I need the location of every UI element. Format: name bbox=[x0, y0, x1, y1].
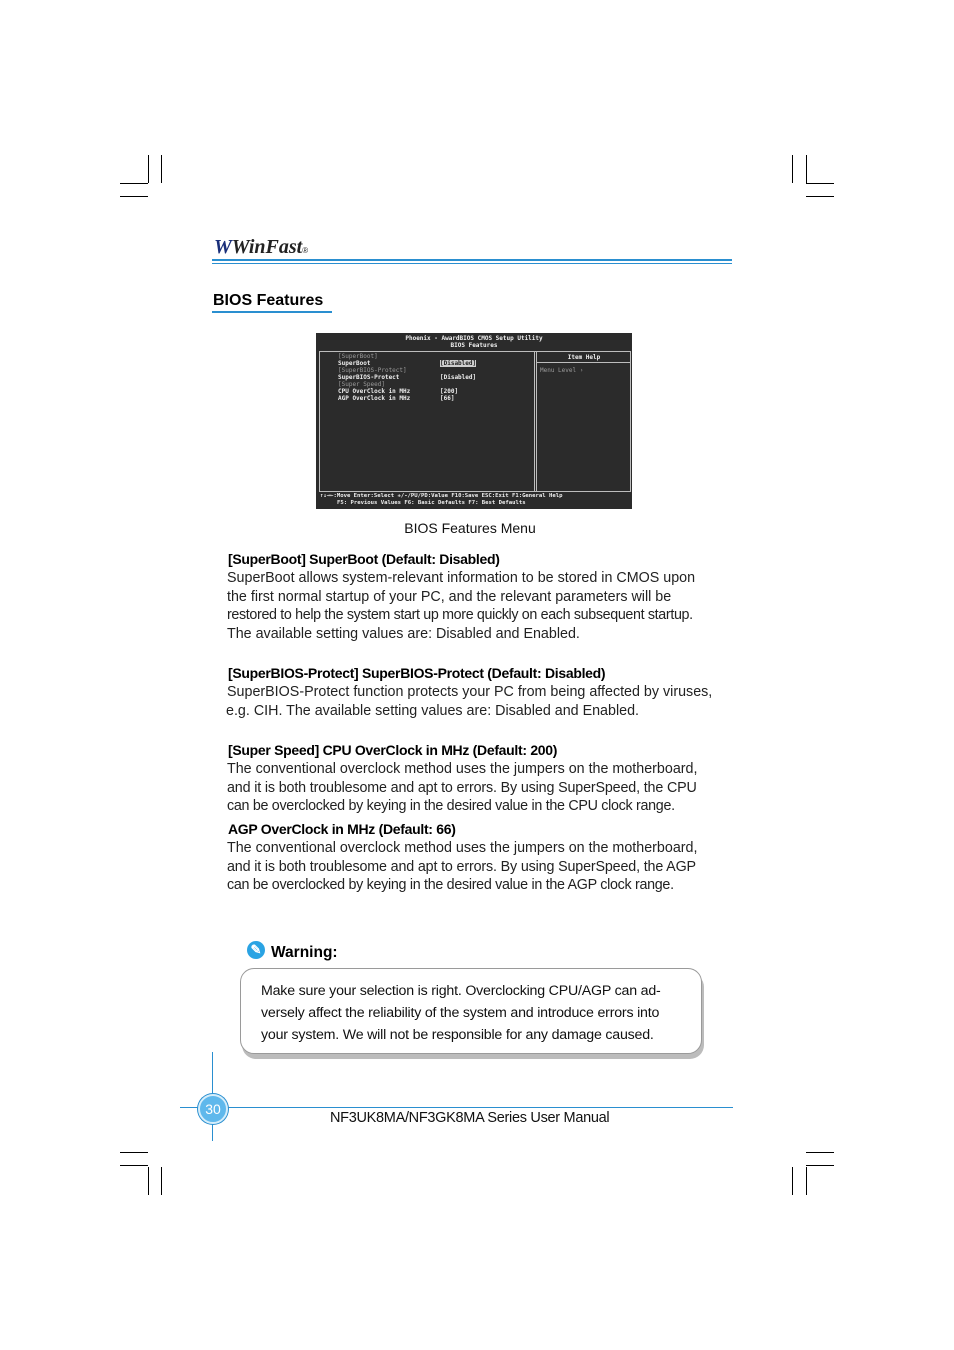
figure-caption: BIOS Features Menu bbox=[404, 520, 536, 536]
bios-row bbox=[338, 367, 440, 374]
bios-panel bbox=[319, 351, 631, 492]
bios-row[interactable] bbox=[338, 395, 454, 402]
footer-rule bbox=[180, 1107, 733, 1108]
bios-divider bbox=[536, 352, 537, 491]
bios-row-value[interactable]: [Disabled] bbox=[440, 360, 477, 367]
logo-registered-mark: ® bbox=[302, 246, 309, 255]
warning-line: versely affect the reliability of the system and introduce errors into bbox=[261, 1005, 660, 1021]
bios-row-label: CPU OverClock in MHz bbox=[338, 388, 411, 395]
section-heading: [SuperBIOS-Protect] SuperBIOS-Protect (Default: Disabled) bbox=[228, 665, 606, 681]
body-line: can be overclocked by keying in the desired value in the CPU clock range. bbox=[227, 798, 675, 815]
bios-row-label: [SuperBoot] bbox=[338, 353, 378, 360]
bios-row-label: AGP OverClock in MHz bbox=[338, 395, 411, 402]
bios-row-value[interactable]: [200] bbox=[440, 388, 459, 395]
manual-title: NF3UK8MA/NF3GK8MA Series User Manual bbox=[330, 1110, 610, 1126]
bios-screenshot bbox=[316, 333, 632, 509]
bios-divider bbox=[534, 352, 535, 491]
bios-row bbox=[338, 381, 440, 388]
header-rule bbox=[212, 259, 732, 261]
bios-keys-line2: F5: Previous Values F6: Basic Defaults F7: Best Defaults bbox=[337, 500, 526, 506]
pen-note-icon: ✎ bbox=[247, 941, 265, 959]
section-heading: [Super Speed] CPU OverClock in MHz (Default: 200) bbox=[228, 742, 558, 758]
title-underline bbox=[212, 311, 332, 313]
bios-keys-line1: ↑↓→←:Move Enter:Select +/-/PU/PD:Value F10:Save ESC:Exit F1:General Help bbox=[320, 493, 563, 499]
warning-title: Warning: bbox=[271, 944, 338, 961]
bios-help-text: Menu Level › bbox=[540, 367, 584, 374]
body-line: The conventional overclock method uses the jumpers on the motherboard, bbox=[227, 761, 698, 777]
bios-row[interactable] bbox=[338, 388, 458, 395]
section-body bbox=[227, 839, 737, 895]
bios-help-rule bbox=[536, 362, 630, 363]
body-line: the first normal startup of your PC, and the relevant parameters will be bbox=[227, 588, 672, 605]
logo-mark: W bbox=[214, 236, 232, 258]
bios-row-label: [SuperBIOS-Protect] bbox=[338, 367, 407, 374]
body-line: and it is both troublesome and apt to errors. By using SuperSpeed, the CPU bbox=[227, 779, 697, 796]
body-line: The conventional overclock method uses the jumpers on the motherboard, bbox=[227, 840, 698, 856]
bios-row-label: SuperBoot bbox=[338, 360, 371, 367]
body-line: The available setting values are: Disabled and Enabled. bbox=[227, 626, 580, 643]
page-number: 30 bbox=[198, 1094, 228, 1124]
bios-row-value[interactable]: [66] bbox=[440, 395, 455, 402]
bios-title: Phoenix - AwardBIOS CMOS Setup Utility bbox=[405, 335, 543, 342]
body-line: SuperBoot allows system-relevant information to be stored in CMOS upon bbox=[227, 570, 696, 586]
bios-footer bbox=[320, 493, 630, 507]
bios-row-label: [Super Speed] bbox=[338, 381, 385, 388]
body-line: can be overclocked by keying in the desired value in the AGP clock range. bbox=[227, 877, 674, 894]
page-title: BIOS Features bbox=[213, 292, 324, 309]
warning-line: your system. We will not be responsible for any damage caused. bbox=[261, 1027, 654, 1043]
winfast-logo bbox=[214, 236, 308, 260]
body-line: restored to help the system start up more quickly on each subsequent startup. bbox=[227, 607, 693, 624]
bios-row[interactable] bbox=[338, 374, 476, 381]
bios-header bbox=[316, 335, 632, 349]
warning-text bbox=[261, 980, 691, 1046]
body-line: SuperBIOS-Protect function protects your PC from being affected by viruses, bbox=[227, 684, 713, 700]
warning-box bbox=[240, 968, 702, 1054]
bios-row bbox=[338, 353, 440, 360]
bios-row[interactable] bbox=[338, 360, 476, 367]
section-body bbox=[227, 683, 737, 720]
bios-help-title: Item Help bbox=[567, 354, 601, 361]
header-rule-thin bbox=[212, 263, 732, 264]
body-line: e.g. CIH. The available setting values are: Disabled and Enabled. bbox=[226, 702, 640, 719]
section-body bbox=[227, 569, 737, 644]
section-body bbox=[227, 760, 737, 816]
body-line: and it is both troublesome and apt to errors. By using SuperSpeed, the AGP bbox=[227, 858, 696, 875]
warning-line: Make sure your selection is right. Overclocking CPU/AGP can ad- bbox=[261, 983, 661, 999]
section-heading: AGP OverClock in MHz (Default: 66) bbox=[228, 821, 456, 837]
section-heading: [SuperBoot] SuperBoot (Default: Disabled) bbox=[228, 551, 500, 567]
bios-row-value[interactable]: [Disabled] bbox=[440, 374, 477, 381]
bios-row-label: SuperBIOS-Protect bbox=[338, 374, 400, 381]
logo-text: WinFast bbox=[231, 236, 303, 258]
bios-subtitle: BIOS Features bbox=[450, 342, 498, 349]
